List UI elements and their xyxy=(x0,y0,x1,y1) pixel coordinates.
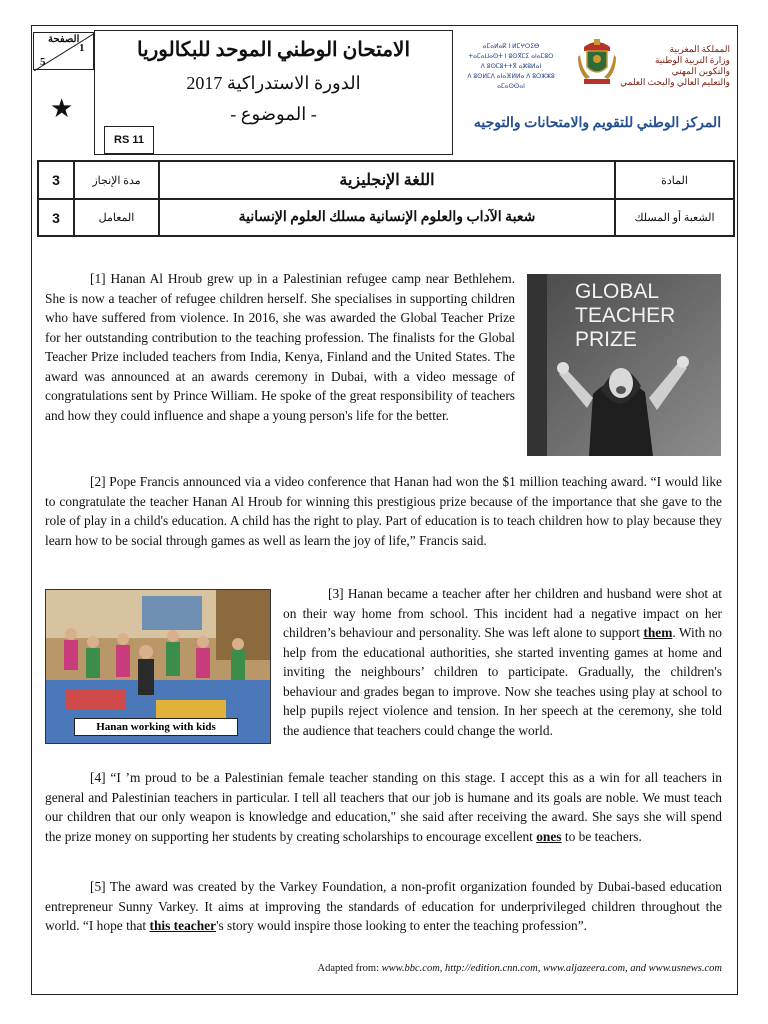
page-total: 5 xyxy=(40,56,46,68)
page-number: 1 xyxy=(79,42,85,54)
prize-photo-graphic xyxy=(527,274,721,456)
underlined-them: them xyxy=(643,625,673,640)
prize-word-2: TEACHER xyxy=(575,304,676,327)
source-sites: www.bbc.com, http://edition.cnn.com, www.aljazeera.com, and www.usnews.com xyxy=(381,963,722,974)
classroom-photo xyxy=(45,589,271,744)
exam-code: RS 11 xyxy=(104,126,154,154)
page-number-box xyxy=(33,32,94,70)
paragraph-2: [2] Pope Francis announced via a video conference that Hanan had won the $1 million teaching award. “I would like to congratulate the teacher Hanan Al Hroub for winning this prestigious prize because of the importance that she gave to the role of play in a child's education. A child has the right to play. Part of education is to teach children how to play because they learn how to be social through games as well as learn the joy of life,” Francis said. xyxy=(45,474,722,548)
source-label: Adapted from: xyxy=(317,963,382,974)
subject-info-table xyxy=(37,160,735,237)
exam-title-box xyxy=(94,30,453,155)
paragraph-5: [5] The award was created by the Varkey Foundation, a non-profit organization founded by Dubai-based education entrepreneur Sunny Varkey. It aims at improving the standards of education for underprivileged children throughout the world. “I hope that this teacher's story would inspire those looking to enter the teaching profession”. xyxy=(45,879,722,933)
amazigh-ministry-text: ⴰⵎⴰⵍⴰⴽ ⵏ ⵍⵎⵖⵔⵉⴱ ⵜⴰⵎⴰⵡⴰⵙⵜ ⵏ ⵓⵙⴳⵎⵉ ⴰⵏⴰⵎⵓⵔ ⴷ ⵓⵙⵎⵓⵜⵜⴳ ⴰⵣⵓⵍⴰⵏ ⴷ ⵓⵙⵍⵎⴷ ⴰⵏⴰⴼⵍⵍⴰ ⴷ ⵓⵔⵣⵣⵓ ⴰⵎⴰⵙⵙⴰⵏ xyxy=(467,43,555,90)
coat-of-arms-icon xyxy=(576,37,618,87)
center-name: المركز الوطني للتقويم والامتحانات والتوجيه xyxy=(473,116,722,131)
underlined-this-teacher: this teacher xyxy=(149,918,217,933)
duration-label: مدة الإنجاز xyxy=(74,161,159,199)
paragraph-3: [3] Hanan became a teacher after her children and husband were shot at on their way home from school. This incident had a negative impact on her children’s behaviour and personality. She was left alone to support them. With no help from the educational authorities, she started inventing games at home and inviting the neighbours’ children to participate. Gradually, the children's behaviour and grades began to improve. Now she teaches using play at school to help pupils reject violence and tension. In her speech at the ceremony, she told the audience that teachers could change the world. xyxy=(283,586,722,738)
prize-word-3: PRIZE xyxy=(575,328,637,351)
exam-title: الامتحان الوطني الموحد للبكالوريا xyxy=(136,39,411,61)
subject-header: المادة xyxy=(615,161,734,199)
duration-value: 3 xyxy=(38,161,74,199)
paragraph-4: [4] “I ’m proud to be a Palestinian female teacher standing on this stage. I accept this as a win for all teachers in general and Palestinian teachers in particular. I tell all teachers that our job is humane and its goals are noble. We must teach our children that our only weapon is knowledge and education," she said after receiving the award. She says she will spend the prize money on supporting her students by creating scholarships to encourage excellent ones to be teachers. xyxy=(45,770,722,844)
star-icon: ★ xyxy=(50,94,74,123)
coefficient-value: 3 xyxy=(38,199,74,236)
coefficient-label: المعامل xyxy=(74,199,159,236)
source-citation xyxy=(45,963,722,974)
stream-name: شعبة الآداب والعلوم الإنسانية مسلك العلوم الإنسانية xyxy=(159,199,615,236)
subject-label: - الموضوع - xyxy=(230,104,317,124)
underlined-ones: ones xyxy=(536,828,562,844)
session-line: الدورة الاستدراكية 2017 xyxy=(186,73,361,93)
stream-header: الشعبة أو المسلك xyxy=(615,199,734,236)
ministry-name: المملكة المغربية وزارة التربية الوطنية والتكوين المهني والتعليم العالي والبحث العلمي xyxy=(620,44,730,87)
global-teacher-prize-photo xyxy=(527,274,721,456)
paragraph-1: [1] Hanan Al Hroub grew up in a Palestinian refugee camp near Bethlehem. She is now a teacher of refugee children herself. She specialises in supporting children who have suffered from violence. In 2016, she was awarded the Global Teacher Prize for her outstanding contribution to the teaching profession. The finalists for the Global Teacher Prize included teachers from India, Kenya, Finland and the United States. The award was announced at an awards ceremony in Dubai, with a video message of congratulations sent by Prince William. He spoke of the great responsibility of teachers and how they could influence and shape a young person's life for the better. xyxy=(45,271,515,423)
page-label: الصفحة xyxy=(48,34,80,45)
photo-caption: Hanan working with kids xyxy=(74,718,238,736)
subject-name: اللغة الإنجليزية xyxy=(159,161,615,199)
prize-word-1: GLOBAL xyxy=(575,280,660,303)
